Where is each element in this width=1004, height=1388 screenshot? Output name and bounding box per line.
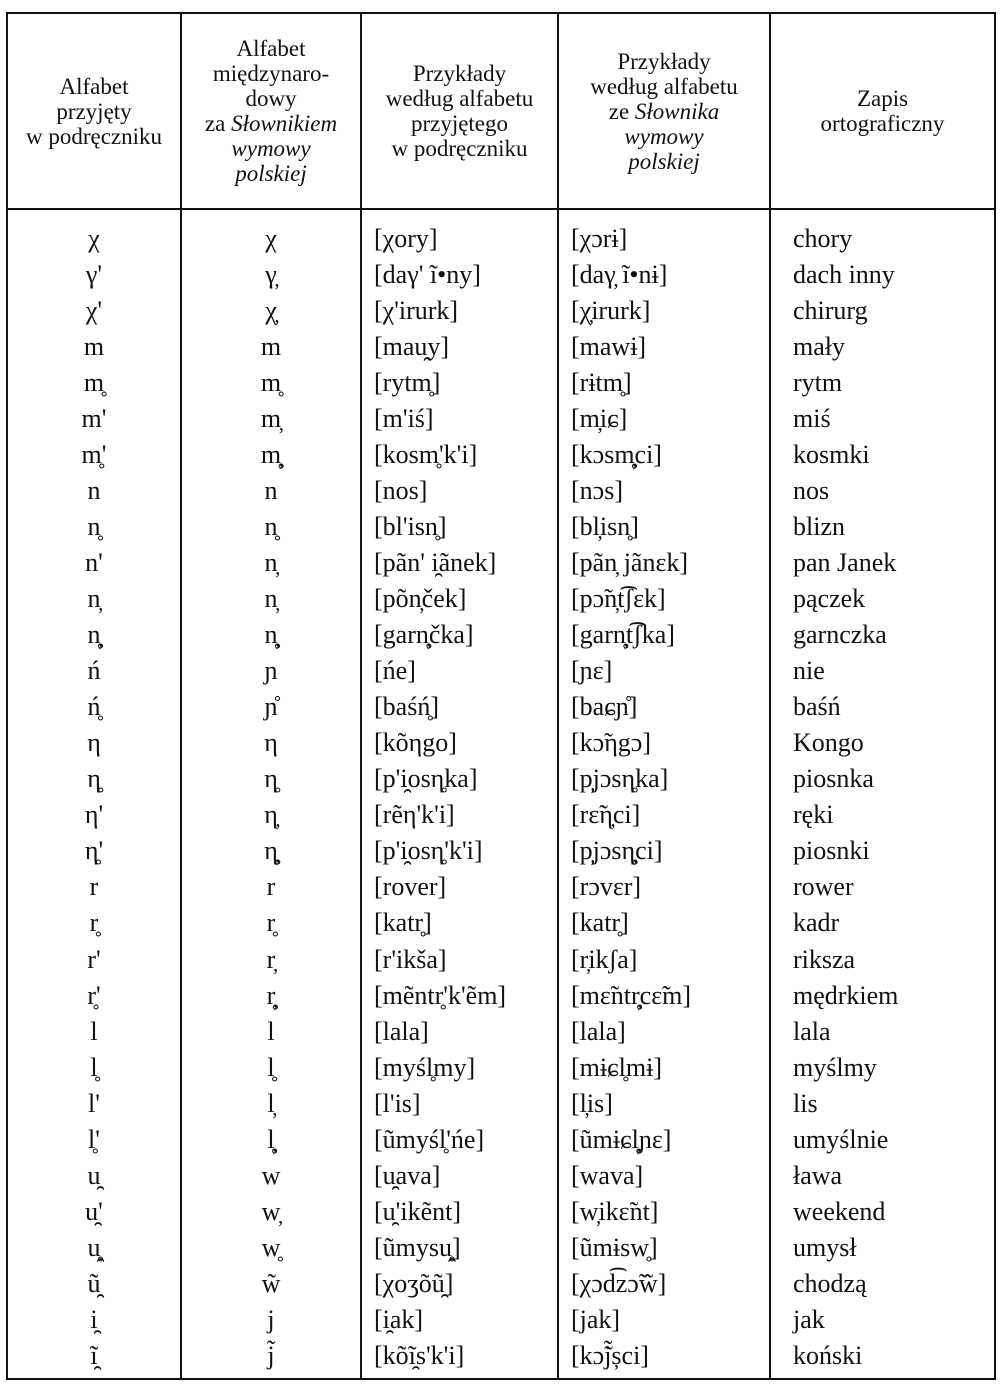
textbook-symbol-cell: n̦	[7, 581, 181, 617]
orthography-cell: nie	[770, 653, 995, 689]
textbook-symbol-cell: ĩ̯	[7, 1338, 181, 1379]
textbook-example-cell: [χory]	[361, 209, 558, 256]
table-row	[7, 1121, 995, 1157]
table-header	[7, 13, 995, 209]
international-symbol-cell: γ̦	[181, 256, 361, 292]
international-symbol-cell: m̥̦	[181, 436, 361, 472]
textbook-example-cell: [bl'isn̥]	[361, 508, 558, 544]
international-symbol-cell: w	[181, 1157, 361, 1193]
orthography-cell: baśń	[770, 689, 995, 725]
table-row	[7, 436, 995, 472]
table-row	[7, 689, 995, 725]
dictionary-example-cell: [lala]	[558, 1013, 770, 1049]
header-line: według alfabetu	[590, 73, 738, 99]
international-symbol-cell: η̦	[181, 797, 361, 833]
table-row	[7, 1301, 995, 1337]
dictionary-example-cell: [ũmɨɕl̥̦ɲɛ]	[558, 1121, 770, 1157]
dictionary-example-cell: [pãn̦ jãnɛk]	[558, 544, 770, 580]
dictionary-example-cell: [kɔ̃ηgɔ]	[558, 725, 770, 761]
international-symbol-cell: n̦	[181, 581, 361, 617]
header-line: Alfabet	[59, 73, 129, 99]
textbook-example-cell: [χ'irurk]	[361, 292, 558, 328]
international-symbol-cell: χ̦	[181, 292, 361, 328]
textbook-symbol-cell: n̥̦	[7, 617, 181, 653]
textbook-symbol-cell: m	[7, 328, 181, 364]
textbook-example-cell: [mau̯y]	[361, 328, 558, 364]
table-row	[7, 581, 995, 617]
orthography-cell: jak	[770, 1301, 995, 1337]
table-row	[7, 400, 995, 436]
dictionary-example-cell: [χɔrɨ]	[558, 209, 770, 256]
textbook-symbol-cell: l'	[7, 1085, 181, 1121]
international-symbol-cell: η	[181, 725, 361, 761]
textbook-symbol-cell: m̥'	[7, 436, 181, 472]
international-symbol-cell: ɲ̊	[181, 689, 361, 725]
textbook-example-cell: [myśl̥my]	[361, 1049, 558, 1085]
textbook-symbol-cell: ń	[7, 653, 181, 689]
orthography-cell: umyślnie	[770, 1121, 995, 1157]
orthography-cell: mały	[770, 328, 995, 364]
international-symbol-cell: r̥̦	[181, 977, 361, 1013]
table-body	[7, 209, 995, 1379]
textbook-symbol-cell: r̥	[7, 905, 181, 941]
textbook-example-cell: [rover]	[361, 869, 558, 905]
textbook-symbol-cell: m'	[7, 400, 181, 436]
header-line: wymowy	[624, 123, 704, 149]
table-row	[7, 977, 995, 1013]
textbook-example-cell: [u̯'ikẽnt]	[361, 1193, 558, 1229]
header-line: międzynaro-	[212, 61, 330, 86]
table-row	[7, 1085, 995, 1121]
textbook-symbol-cell: u̯'	[7, 1193, 181, 1229]
textbook-symbol-cell: u̯	[7, 1157, 181, 1193]
textbook-symbol-cell: η'	[7, 797, 181, 833]
dictionary-example-cell: [m̦iɕ]	[558, 400, 770, 436]
international-symbol-cell: w̦	[181, 1193, 361, 1229]
orthography-cell: kadr	[770, 905, 995, 941]
table-row	[7, 209, 995, 256]
textbook-example-cell: [r'ikša]	[361, 941, 558, 977]
orthography-cell: ręki	[770, 797, 995, 833]
orthography-cell: chodzą	[770, 1265, 995, 1301]
textbook-example-cell: [rytm̥]	[361, 364, 558, 400]
dictionary-example-cell: [nɔs]	[558, 472, 770, 508]
header-line: przyjęty	[56, 98, 132, 124]
orthography-cell: garnczka	[770, 617, 995, 653]
orthography-cell: mędrkiem	[770, 977, 995, 1013]
orthography-cell: ława	[770, 1157, 995, 1193]
international-symbol-cell: η̥	[181, 761, 361, 797]
textbook-example-cell: [ũmyśl̥'ńe]	[361, 1121, 558, 1157]
textbook-example-cell: [kõηgo]	[361, 725, 558, 761]
textbook-symbol-cell: η̥'	[7, 833, 181, 869]
dictionary-example-cell: [garn̥̦t͡ʃka]	[558, 617, 770, 653]
orthography-cell: Kongo	[770, 725, 995, 761]
international-symbol-cell: w̥	[181, 1229, 361, 1265]
textbook-example-cell: [u̯ava]	[361, 1157, 558, 1193]
orthography-cell: pan Janek	[770, 544, 995, 580]
dictionary-example-cell: [w̦ikɛ̃nt]	[558, 1193, 770, 1229]
phonetic-alphabet-table	[6, 12, 996, 1380]
table-row	[7, 1157, 995, 1193]
textbook-symbol-cell: η̥	[7, 761, 181, 797]
header-line: za Słownikiem	[204, 111, 338, 136]
orthography-cell: piosnka	[770, 761, 995, 797]
textbook-symbol-cell: l	[7, 1013, 181, 1049]
textbook-symbol-cell: i̯	[7, 1301, 181, 1337]
textbook-example-cell: [lala]	[361, 1013, 558, 1049]
international-symbol-cell: χ	[181, 209, 361, 256]
dictionary-example-cell: [mɨɕl̥mɨ]	[558, 1049, 770, 1085]
international-symbol-cell: l	[181, 1013, 361, 1049]
dictionary-example-cell: [wava]	[558, 1157, 770, 1193]
textbook-example-cell: [põn̦ček]	[361, 581, 558, 617]
orthography-cell: kosmki	[770, 436, 995, 472]
phonetic-table-page	[6, 12, 998, 1382]
textbook-example-cell: [mẽntr̥'k'ẽm]	[361, 977, 558, 1013]
dictionary-example-cell: [ɲɛ]	[558, 653, 770, 689]
header-line: Alfabet	[236, 36, 306, 61]
dictionary-example-cell: [χɔd͡zɔ̃w̃]	[558, 1265, 770, 1301]
international-symbol-cell: n	[181, 472, 361, 508]
international-symbol-cell: m̦	[181, 400, 361, 436]
international-symbol-cell: m	[181, 328, 361, 364]
international-symbol-cell: l̥	[181, 1049, 361, 1085]
dictionary-example-cell: [daγ̦ ĩ•nɨ]	[558, 256, 770, 292]
dictionary-example-cell: [jak]	[558, 1301, 770, 1337]
orthography-cell: nos	[770, 472, 995, 508]
textbook-example-cell: [daγ' ĩ•ny]	[361, 256, 558, 292]
textbook-symbol-cell: n̥	[7, 508, 181, 544]
textbook-symbol-cell: r'	[7, 941, 181, 977]
textbook-example-cell: [p'i̯osη̥ka]	[361, 761, 558, 797]
table-row	[7, 941, 995, 977]
orthography-cell: lala	[770, 1013, 995, 1049]
orthography-cell: dach inny	[770, 256, 995, 292]
table-row	[7, 364, 995, 400]
orthography-cell: umysł	[770, 1229, 995, 1265]
header-line: w podręczniku	[391, 136, 528, 161]
textbook-symbol-cell: χ'	[7, 292, 181, 328]
orthography-cell: pączek	[770, 581, 995, 617]
header-textbook-alphabet	[7, 13, 181, 209]
dictionary-example-cell: [mɛ̃ntr̥̦cɛ̃m]	[558, 977, 770, 1013]
table-row	[7, 617, 995, 653]
orthography-cell: rytm	[770, 364, 995, 400]
textbook-example-cell: [χoʒõũ̯]	[361, 1265, 558, 1301]
header-orthography	[770, 13, 995, 209]
textbook-symbol-cell: r	[7, 869, 181, 905]
header-dictionary-examples	[558, 13, 770, 209]
international-symbol-cell: r̥	[181, 905, 361, 941]
dictionary-example-cell: [rɔvɛr]	[558, 869, 770, 905]
table-row	[7, 833, 995, 869]
table-row	[7, 1229, 995, 1265]
header-line: przyjętego	[410, 111, 509, 136]
textbook-symbol-cell: γ'	[7, 256, 181, 292]
dictionary-example-cell: [baɕɲ̊]	[558, 689, 770, 725]
dictionary-example-cell: [p̦jɔsη̥̦ci]	[558, 833, 770, 869]
dictionary-example-cell: [mawɨ]	[558, 328, 770, 364]
textbook-example-cell: [katr̥]	[361, 905, 558, 941]
textbook-symbol-cell: r̥'	[7, 977, 181, 1013]
textbook-symbol-cell: n	[7, 472, 181, 508]
orthography-cell: chirurg	[770, 292, 995, 328]
dictionary-example-cell: [kɔsm̥̦ci]	[558, 436, 770, 472]
table-row	[7, 761, 995, 797]
orthography-cell: chory	[770, 209, 995, 256]
header-textbook-examples	[361, 13, 558, 209]
table-row	[7, 1338, 995, 1379]
orthography-cell: koński	[770, 1338, 995, 1379]
international-symbol-cell: w̃	[181, 1265, 361, 1301]
dictionary-example-cell: [χ̦irurk]	[558, 292, 770, 328]
international-symbol-cell: j̃	[181, 1338, 361, 1379]
orthography-cell: riksza	[770, 941, 995, 977]
dictionary-example-cell: [rɛ̃η̦ci]	[558, 797, 770, 833]
dictionary-example-cell: [r̦ikʃa]	[558, 941, 770, 977]
orthography-cell: lis	[770, 1085, 995, 1121]
header-line: polskiej	[628, 148, 700, 174]
header-line: Przykłady	[617, 48, 711, 74]
textbook-example-cell: [ũmysu̯̥]	[361, 1229, 558, 1265]
dictionary-example-cell: [katr̥]	[558, 905, 770, 941]
table-row	[7, 905, 995, 941]
textbook-example-cell: [i̯ak]	[361, 1301, 558, 1337]
table-row	[7, 869, 995, 905]
table-row	[7, 256, 995, 292]
table-row	[7, 725, 995, 761]
header-line: Przykłady	[412, 61, 507, 86]
dictionary-example-cell: [bl̦isn̥]	[558, 508, 770, 544]
textbook-example-cell: [ńe]	[361, 653, 558, 689]
international-symbol-cell: r	[181, 869, 361, 905]
orthography-cell: myślmy	[770, 1049, 995, 1085]
textbook-symbol-cell: u̯̥	[7, 1229, 181, 1265]
table-row	[7, 544, 995, 580]
dictionary-example-cell: [pɔ̃n̦t͡ʃɛk]	[558, 581, 770, 617]
textbook-example-cell: [m'iś]	[361, 400, 558, 436]
header-line: ortograficzny	[820, 111, 945, 136]
header-line: wymowy	[231, 136, 311, 161]
textbook-symbol-cell: l̥'	[7, 1121, 181, 1157]
textbook-symbol-cell: n'	[7, 544, 181, 580]
textbook-example-cell: [garn̥̦čka]	[361, 617, 558, 653]
orthography-cell: blizn	[770, 508, 995, 544]
textbook-symbol-cell: l̥	[7, 1049, 181, 1085]
header-line: Zapis	[856, 86, 909, 111]
international-symbol-cell: r̦	[181, 941, 361, 977]
textbook-symbol-cell: m̥	[7, 364, 181, 400]
table-row	[7, 1013, 995, 1049]
header-line: ze Słownika	[608, 98, 720, 124]
orthography-cell: rower	[770, 869, 995, 905]
dictionary-example-cell: [ũmɨsw̥]	[558, 1229, 770, 1265]
orthography-cell: piosnki	[770, 833, 995, 869]
textbook-symbol-cell: ũ̯	[7, 1265, 181, 1301]
textbook-example-cell: [rẽη'k'i]	[361, 797, 558, 833]
international-symbol-cell: n̥̦	[181, 617, 361, 653]
international-symbol-cell: l̥̦	[181, 1121, 361, 1157]
international-symbol-cell: l̦	[181, 1085, 361, 1121]
orthography-cell: miś	[770, 400, 995, 436]
textbook-example-cell: [pãn' i̯ãnek]	[361, 544, 558, 580]
textbook-symbol-cell: χ	[7, 209, 181, 256]
table-row	[7, 508, 995, 544]
international-symbol-cell: n̦	[181, 544, 361, 580]
table-row	[7, 653, 995, 689]
dictionary-example-cell: [l̦is]	[558, 1085, 770, 1121]
international-symbol-cell: j	[181, 1301, 361, 1337]
table-row	[7, 328, 995, 364]
table-row	[7, 292, 995, 328]
table-row	[7, 1265, 995, 1301]
international-symbol-cell: m̥	[181, 364, 361, 400]
textbook-symbol-cell: ń̥	[7, 689, 181, 725]
textbook-example-cell: [p'i̯osη̥'k'i]	[361, 833, 558, 869]
textbook-example-cell: [baśń̥]	[361, 689, 558, 725]
header-line: w podręczniku	[25, 123, 163, 149]
header-row	[7, 13, 995, 209]
international-symbol-cell: η̥̦	[181, 833, 361, 869]
dictionary-example-cell: [p̦jɔsη̥ka]	[558, 761, 770, 797]
dictionary-example-cell: [rɨtm̥]	[558, 364, 770, 400]
header-international-alphabet	[181, 13, 361, 209]
header-line: dowy	[245, 86, 297, 111]
table-row	[7, 797, 995, 833]
international-symbol-cell: n̥	[181, 508, 361, 544]
textbook-example-cell: [nos]	[361, 472, 558, 508]
table-row	[7, 1049, 995, 1085]
textbook-example-cell: [kõĩ̯s'k'i]	[361, 1338, 558, 1379]
textbook-symbol-cell: η	[7, 725, 181, 761]
textbook-example-cell: [l'is]	[361, 1085, 558, 1121]
header-line: według alfabetu	[385, 86, 534, 111]
table-row	[7, 1193, 995, 1229]
header-line: polskiej	[235, 161, 307, 186]
textbook-example-cell: [kosm̥'k'i]	[361, 436, 558, 472]
table-row	[7, 472, 995, 508]
international-symbol-cell: ɲ	[181, 653, 361, 689]
orthography-cell: weekend	[770, 1193, 995, 1229]
dictionary-example-cell: [kɔ̃j̃șci]	[558, 1338, 770, 1379]
